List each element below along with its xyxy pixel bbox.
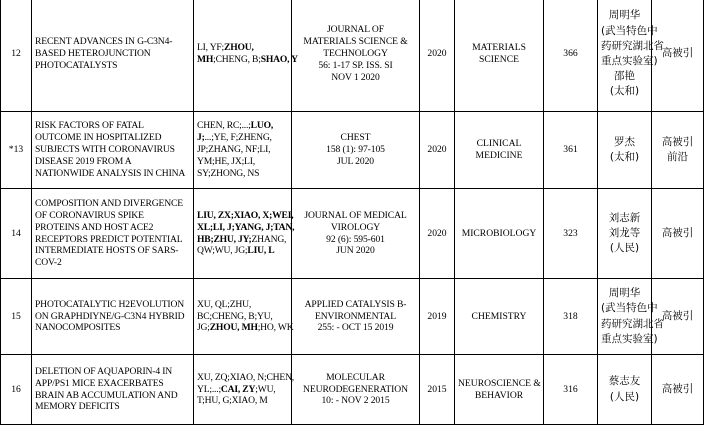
source-cell xyxy=(292,355,420,425)
source-line: NEURODEGENERATION xyxy=(303,383,408,395)
author-line xyxy=(197,120,288,132)
source-line: JOURNAL OF MEDICAL xyxy=(304,209,407,221)
authors-cell xyxy=(194,189,295,279)
contributor-line: 蔡志友 xyxy=(608,375,641,388)
author-text: ;CHENG, B; xyxy=(213,54,261,65)
table-row xyxy=(1,189,704,279)
contributor-line: (人民) xyxy=(609,242,640,255)
contributors-cell xyxy=(598,189,652,279)
field-cell xyxy=(455,0,544,112)
contributor-line: (太和) xyxy=(609,85,640,98)
author-text: ...;YE, F;ZHENG, xyxy=(204,132,272,144)
field-cell xyxy=(455,355,544,425)
citations-cell: 316 xyxy=(544,355,598,425)
contributor-line: (太和) xyxy=(609,151,640,163)
citations-cell: 361 xyxy=(544,112,598,189)
author-text: XU, QL;ZHU, xyxy=(197,298,252,310)
source-line: 92 (6): 595-601 xyxy=(326,233,385,245)
title-line: DELETION OF AQUAPORIN-4 IN xyxy=(35,365,173,377)
title-line: SUBJECTS WITH CORONAVIRUS xyxy=(35,144,175,155)
source-line: JOURNAL OF xyxy=(326,24,384,36)
author-text: BC;CHENG, B;YU, xyxy=(197,310,273,322)
highlighted-author: MH xyxy=(197,54,214,65)
category-cell xyxy=(652,112,704,189)
category-cell xyxy=(652,355,704,425)
title-line: PHOTOCATALYTIC H2EVOLUTION xyxy=(35,298,185,310)
title-line: COMPOSITION AND DIVERGENCE xyxy=(35,197,184,209)
title-cell xyxy=(32,355,194,425)
title-line: PROTEINS AND HOST ACE2 xyxy=(35,221,154,233)
author-line xyxy=(197,322,294,334)
authors-cell xyxy=(194,355,292,425)
source-line: VIROLOGY xyxy=(330,221,381,233)
contributors-cell xyxy=(598,279,664,355)
source-cell xyxy=(292,279,420,355)
table-row xyxy=(1,112,704,189)
highlighted-author: CAI, ZY xyxy=(220,383,256,395)
highlighted-author: SHAO, Y xyxy=(260,54,298,65)
highlighted-author: LIU, L xyxy=(247,245,275,257)
field-line: MEDICINE xyxy=(475,150,523,161)
source-line: ENVIRONMENTAL xyxy=(314,310,397,322)
row-number-cell: 12 xyxy=(1,0,32,112)
title-line: PHOTOCATALYSTS xyxy=(35,59,118,71)
author-text: T;HU, G;XIAO, M xyxy=(197,395,268,407)
title-line: RECENT ADVANCES IN G-C3N4- xyxy=(35,36,173,48)
author-line xyxy=(197,42,288,54)
title-line: OF CORONAVIRUS SPIKE xyxy=(35,209,144,221)
field-cell xyxy=(455,279,544,355)
source-line: CHEST xyxy=(340,132,371,144)
contributors-cell xyxy=(598,112,652,189)
category-line: 高被引 xyxy=(661,309,694,322)
author-text: JG; xyxy=(197,322,210,334)
author-text: XU, ZQ;XIAO, N;CHEN, xyxy=(197,371,294,383)
author-text: LI, YF; xyxy=(197,42,225,54)
author-text: ;WU, xyxy=(255,383,276,395)
field-line: SCIENCE xyxy=(479,54,519,65)
source-line: JUN 2020 xyxy=(336,245,375,257)
title-line: DISEASE 2019 FROM A xyxy=(35,155,132,167)
year-cell: 2020 xyxy=(420,189,455,279)
contributor-line: 周明华 xyxy=(608,287,641,300)
author-line xyxy=(197,384,288,396)
author-line xyxy=(197,395,288,407)
field-line: NEUROSCIENCE & xyxy=(458,377,541,389)
title-line: APP/PS1 MICE EXACERBATES xyxy=(35,377,164,389)
title-cell xyxy=(32,279,194,355)
authors-cell xyxy=(194,279,292,355)
source-cell xyxy=(292,0,420,112)
table-body xyxy=(1,0,704,425)
citations-cell: 318 xyxy=(544,279,598,355)
author-text: YL;...; xyxy=(197,383,221,395)
author-text: CHEN, RC;...; xyxy=(197,120,251,132)
highlighted-author: XL;LI, J;YANG, J;TAN, xyxy=(197,221,295,233)
title-line: MEMORY DEFICITS xyxy=(35,401,120,413)
title-cell xyxy=(32,0,194,112)
author-text: QW;WU, JG; xyxy=(197,245,248,257)
title-line: NATIONWIDE ANALYSIS IN CHINA xyxy=(35,167,186,179)
contributors-cell xyxy=(598,0,664,112)
source-line: 56: 1-17 SP. ISS. SI xyxy=(318,59,393,71)
author-line xyxy=(197,221,295,234)
title-cell xyxy=(32,112,194,189)
row-number-cell: 14 xyxy=(1,189,32,279)
author-text: SY;ZHONG, NS xyxy=(197,167,260,179)
citations-cell: 366 xyxy=(544,0,598,112)
category-cell xyxy=(652,0,704,112)
source-cell xyxy=(292,112,420,189)
author-line xyxy=(197,209,294,222)
field-cell xyxy=(455,189,544,279)
field-line: CHEMISTRY xyxy=(471,310,527,322)
citations-cell: 323 xyxy=(544,189,598,279)
year-cell: 2020 xyxy=(420,112,455,189)
source-line: TECHNOLOGY xyxy=(323,48,388,59)
author-text: ;HO, WK xyxy=(257,322,294,334)
highlighted-author: ZHOU, xyxy=(224,42,254,54)
contributor-line: 刘龙等 xyxy=(608,226,641,239)
contributors-cell xyxy=(598,355,652,425)
highlighted-author: ZHOU, MH xyxy=(209,322,258,334)
title-line: RECEPTORS PREDICT POTENTIAL xyxy=(35,233,183,245)
title-line: INTERMEDIATE HOSTS OF SARS- xyxy=(35,245,179,257)
title-line: NANOCOMPOSITES xyxy=(35,322,121,334)
row-number-cell: 16 xyxy=(1,355,32,425)
table-row xyxy=(1,279,704,355)
source-line: APPLIED CATALYSIS B- xyxy=(304,298,407,310)
contributor-line: (武当特色中 xyxy=(601,302,658,315)
field-line: CLINICAL xyxy=(476,138,522,150)
author-text: ZHANG, xyxy=(251,233,287,245)
author-line xyxy=(197,156,288,168)
category-line: 高被引 xyxy=(661,47,694,60)
category-line: 高被引 xyxy=(661,226,694,239)
author-line xyxy=(197,54,298,66)
author-text: YM;HE, JX;LI, xyxy=(197,155,255,167)
title-line: BASED HETEROJUNCTION xyxy=(35,48,151,59)
title-cell xyxy=(32,189,194,279)
table-row xyxy=(1,355,704,425)
contributor-line: (人民) xyxy=(609,390,640,403)
title-line: ON GRAPHDIYNE/G-C3N4 HYBRID xyxy=(35,310,185,322)
source-line: JUL 2020 xyxy=(337,155,374,167)
contributor-line: 药研究湖北省 xyxy=(601,317,664,330)
title-line: BRAIN AB ACCUMULATION AND xyxy=(35,389,178,401)
author-line xyxy=(197,299,288,311)
highlighted-author: LUO, xyxy=(250,120,274,132)
author-line xyxy=(197,245,288,257)
source-line: MATERIALS SCIENCE & xyxy=(303,36,408,48)
author-line xyxy=(197,371,294,384)
contributor-line: 周明华 xyxy=(608,9,641,22)
field-line: BEHAVIOR xyxy=(474,389,524,401)
contributor-line: 罗杰 xyxy=(614,135,635,148)
category-cell xyxy=(652,189,704,279)
title-line: COV-2 xyxy=(35,257,62,269)
authors-cell xyxy=(194,0,298,112)
field-line: MATERIALS xyxy=(472,42,526,54)
field-cell xyxy=(455,112,544,189)
author-line xyxy=(197,132,288,144)
table-row xyxy=(1,0,704,112)
year-cell: 2019 xyxy=(420,279,455,355)
contributor-line: 药研究湖北省 xyxy=(601,39,664,52)
source-line: 10: - NOV 2 2015 xyxy=(321,395,390,407)
source-cell xyxy=(292,189,420,279)
year-cell: 2020 xyxy=(420,0,455,112)
author-line xyxy=(197,144,288,156)
author-line xyxy=(197,311,288,323)
author-line xyxy=(197,168,288,180)
contributor-line: (武当特色中 xyxy=(601,24,658,37)
category-line: 高被引 xyxy=(661,382,694,395)
row-number-cell: 15 xyxy=(1,279,32,355)
contributor-line: 重点实验室) xyxy=(601,332,658,345)
title-line: RISK FACTORS OF FATAL xyxy=(35,120,144,132)
category-line: 高被引 xyxy=(661,135,694,148)
source-line: 255: - OCT 15 2019 xyxy=(317,322,394,334)
contributor-line: 刘志新 xyxy=(608,211,641,224)
contributor-line: 重点实验室) xyxy=(601,55,658,67)
title-line: OUTCOME IN HOSPITALIZED xyxy=(35,132,162,144)
field-line: MICROBIOLOGY xyxy=(461,227,537,239)
highlighted-author: HB;ZHU, JY; xyxy=(197,233,252,245)
source-line: NOV 1 2020 xyxy=(331,71,380,83)
author-text: JP;ZHANG, NF;LI, xyxy=(197,144,271,155)
source-line: MOLECULAR xyxy=(326,371,385,383)
category-line: 前沿 xyxy=(667,151,688,163)
source-line: 158 (1): 97-105 xyxy=(326,144,385,155)
author-line xyxy=(197,234,288,246)
category-cell xyxy=(652,279,704,355)
year-cell: 2015 xyxy=(420,355,455,425)
highlighted-author: J; xyxy=(197,132,205,144)
row-number-cell: *13 xyxy=(1,112,32,189)
highlighted-author: LIU, ZX;XIAO, X;WEI, xyxy=(197,209,294,221)
authors-cell xyxy=(194,112,292,189)
contributor-line: 邵艳 xyxy=(614,70,635,83)
